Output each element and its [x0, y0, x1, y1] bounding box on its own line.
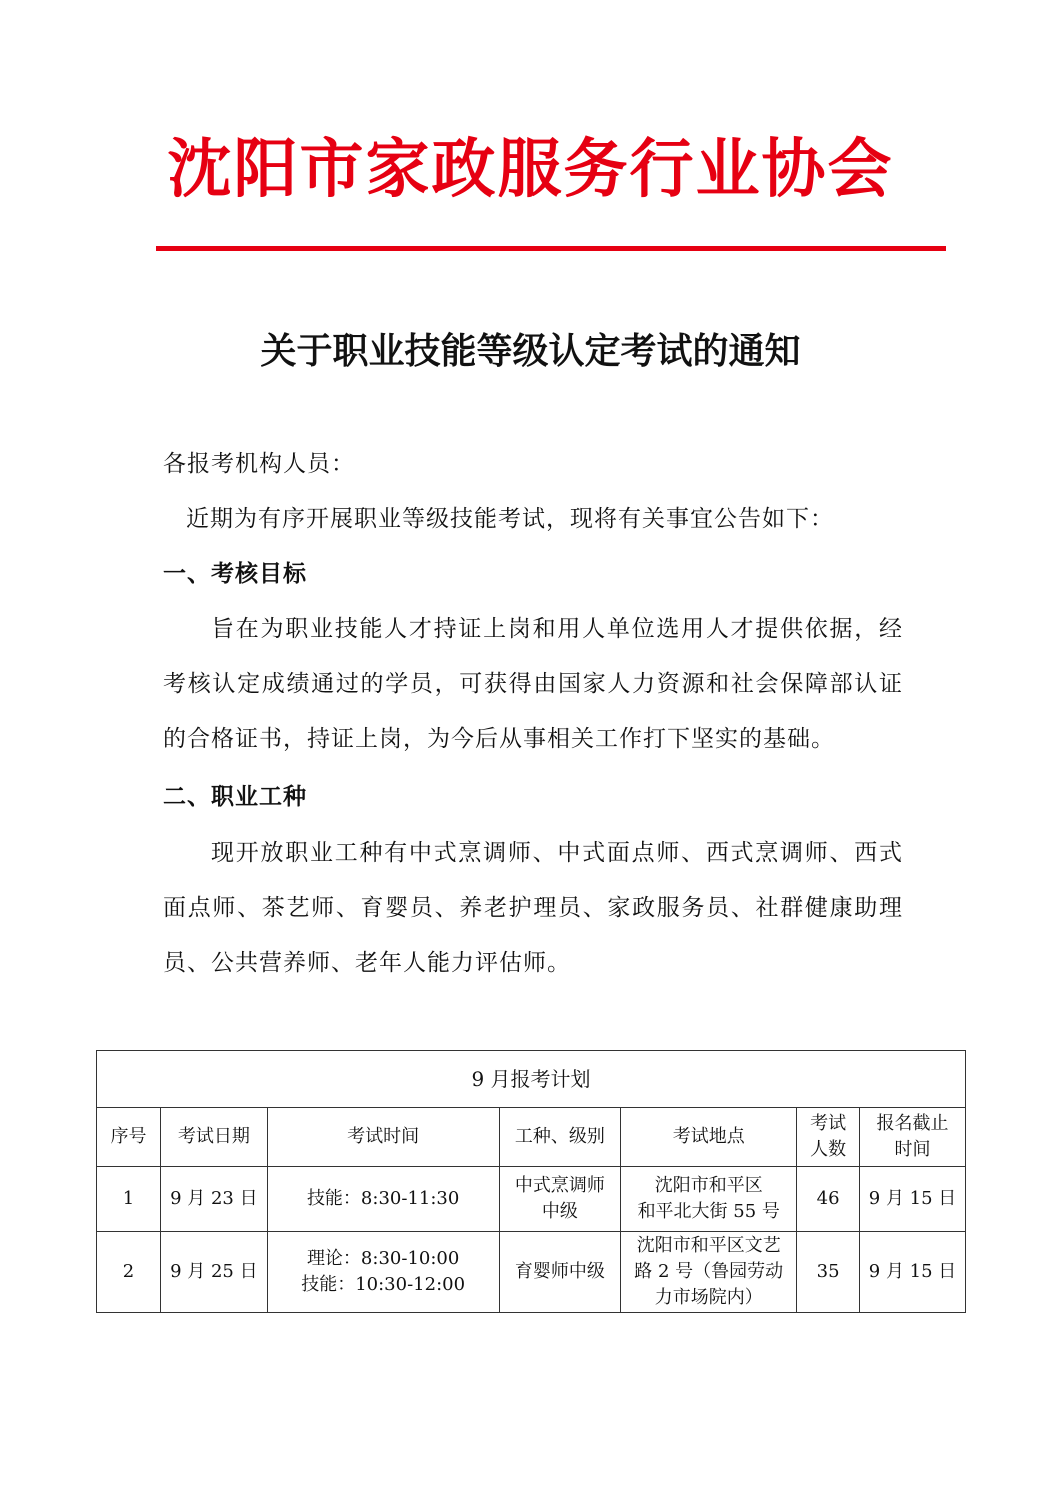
section-2-heading: 二、职业工种 — [163, 784, 307, 810]
table-row — [97, 1232, 966, 1313]
cell-location-line: 力市场院内） — [654, 1287, 763, 1308]
cell-location-line: 和平北大街 55 号 — [637, 1201, 780, 1222]
cell-location — [621, 1232, 797, 1313]
cell-location-line: 沈阳市和平区 — [654, 1175, 763, 1196]
exam-schedule-table — [96, 1050, 966, 1313]
header-time: 考试时间 — [267, 1108, 499, 1167]
cell-no: 2 — [97, 1232, 161, 1313]
table-header-row — [97, 1108, 966, 1167]
cell-deadline: 9 月 15 日 — [860, 1232, 966, 1313]
header-date: 考试日期 — [160, 1108, 267, 1167]
cell-no: 1 — [97, 1167, 161, 1232]
cell-type — [499, 1167, 621, 1232]
cell-time-line: 技能：10:30-12:00 — [301, 1274, 466, 1295]
cell-time-line: 理论：8:30-10:00 — [306, 1248, 460, 1269]
cell-location-line: 沈阳市和平区文艺 — [636, 1235, 781, 1256]
cell-time — [267, 1167, 499, 1232]
cell-deadline: 9 月 15 日 — [860, 1167, 966, 1232]
header-deadline-line: 时间 — [894, 1139, 931, 1160]
cell-count: 35 — [797, 1232, 860, 1313]
table-caption: 9 月报考计划 — [97, 1051, 966, 1108]
header-count — [797, 1108, 860, 1167]
header-type: 工种、级别 — [499, 1108, 621, 1167]
cell-date: 9 月 25 日 — [160, 1232, 267, 1313]
cell-type — [499, 1232, 621, 1313]
header-deadline — [860, 1108, 966, 1167]
header-deadline-line: 报名截止 — [876, 1113, 949, 1134]
cell-type-line: 中级 — [541, 1201, 578, 1222]
section-1-body: 旨在为职业技能人才持证上岗和用人单位选用人才提供依据，经考核认定成绩通过的学员，可获得由国家人力资源和社会保障部认证的合格证书，持证上岗，为今后从事相关工作打下坚实的基础。 — [163, 616, 903, 752]
header-count-line: 人数 — [810, 1139, 847, 1160]
section-1-heading: 一、考核目标 — [163, 561, 307, 587]
intro-paragraph: 近期为有序开展职业等级技能考试，现将有关事宜公告如下： — [186, 506, 834, 532]
cell-date: 9 月 23 日 — [160, 1167, 267, 1232]
document-title: 关于职业技能等级认定考试的通知 — [260, 331, 801, 372]
table-row — [97, 1167, 966, 1232]
header-red-rule — [156, 246, 946, 251]
organization-name: 沈阳市家政服务行业协会 — [167, 133, 894, 207]
cell-location-line: 路 2 号（鲁园劳动 — [634, 1261, 784, 1282]
cell-type-line: 中式烹调师 — [514, 1175, 605, 1196]
header-no: 序号 — [97, 1108, 161, 1167]
header-count-line: 考试 — [810, 1113, 847, 1134]
cell-time — [267, 1232, 499, 1313]
section-2-body: 现开放职业工种有中式烹调师、中式面点师、西式烹调师、西式面点师、茶艺师、育婴员、养老护理员、家政服务员、社群健康助理员、公共营养师、老年人能力评估师。 — [163, 840, 903, 976]
salutation: 各报考机构人员： — [163, 451, 355, 477]
header-location: 考试地点 — [621, 1108, 797, 1167]
cell-location — [621, 1167, 797, 1232]
cell-type-line: 育婴师中级 — [514, 1261, 605, 1282]
cell-count: 46 — [797, 1167, 860, 1232]
cell-time-line: 技能：8:30-11:30 — [306, 1188, 460, 1209]
